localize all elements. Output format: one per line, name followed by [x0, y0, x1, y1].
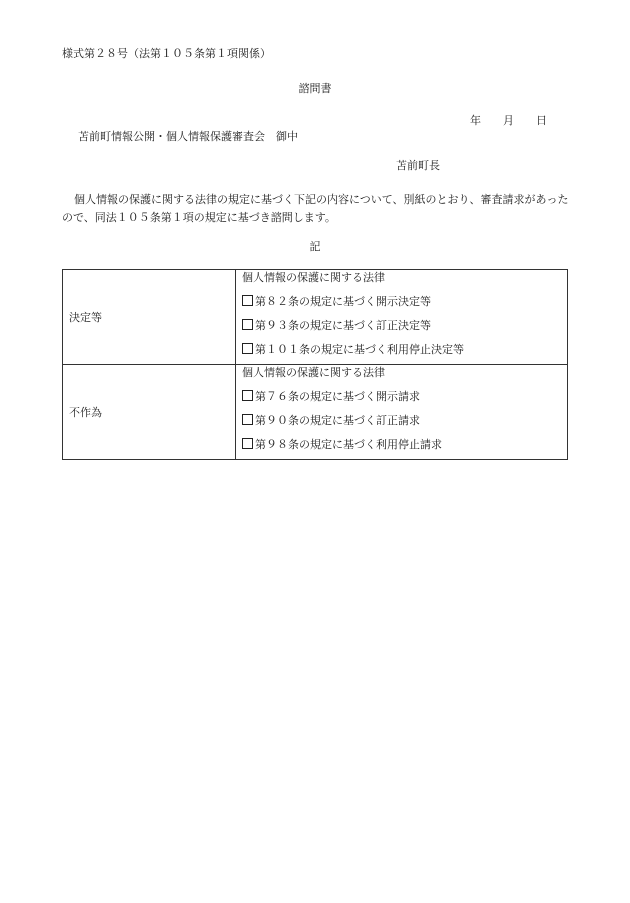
- law-heading: 個人情報の保護に関する法律: [242, 366, 385, 379]
- sender: 苫前町長: [396, 159, 440, 172]
- request-table: [62, 269, 568, 460]
- option-label: 第７６条の規定に基づく開示請求: [255, 390, 420, 403]
- table-row-decision: [63, 270, 568, 365]
- detail-cell: [236, 270, 568, 365]
- option-item: [236, 342, 567, 364]
- option-item: [236, 294, 567, 318]
- form-number: 様式第２８号（法第１０５条第１項関係）: [62, 47, 271, 60]
- date-year-label: 年: [470, 114, 481, 127]
- checkbox[interactable]: [242, 414, 253, 425]
- document-title: 諮問書: [298, 82, 332, 95]
- category-cell: 決定等: [63, 270, 236, 365]
- table-row-inaction: [63, 365, 568, 460]
- option-item: [236, 389, 567, 413]
- checkbox[interactable]: [242, 295, 253, 306]
- ki-heading: 記: [309, 240, 321, 253]
- detail-cell: [236, 365, 568, 460]
- option-label: 第９０条の規定に基づく訂正請求: [255, 414, 420, 427]
- option-label: 第１０１条の規定に基づく利用停止決定等: [255, 343, 464, 356]
- checkbox[interactable]: [242, 343, 253, 354]
- option-label: 第９８条の規定に基づく利用停止請求: [255, 438, 442, 451]
- body-paragraph: 個人情報の保護に関する法律の規定に基づく下記の内容について、別紙のとおり、審査請求があったので、同法１０５条第１項の規定に基づき諮問します。: [62, 193, 569, 224]
- option-item: [236, 413, 567, 437]
- law-heading: 個人情報の保護に関する法律: [242, 271, 385, 284]
- checkbox[interactable]: [242, 390, 253, 401]
- option-label: 第９３条の規定に基づく訂正決定等: [255, 319, 431, 332]
- checkbox[interactable]: [242, 319, 253, 330]
- option-item: [236, 318, 567, 342]
- date-day-label: 日: [536, 114, 547, 127]
- option-label: 第８２条の規定に基づく開示決定等: [255, 295, 431, 308]
- category-cell: 不作為: [63, 365, 236, 460]
- addressee: 苫前町情報公開・個人情報保護審査会 御中: [78, 130, 298, 143]
- checkbox[interactable]: [242, 438, 253, 449]
- option-item: [236, 437, 567, 459]
- date-month-label: 月: [503, 114, 514, 127]
- date-line: [470, 112, 547, 128]
